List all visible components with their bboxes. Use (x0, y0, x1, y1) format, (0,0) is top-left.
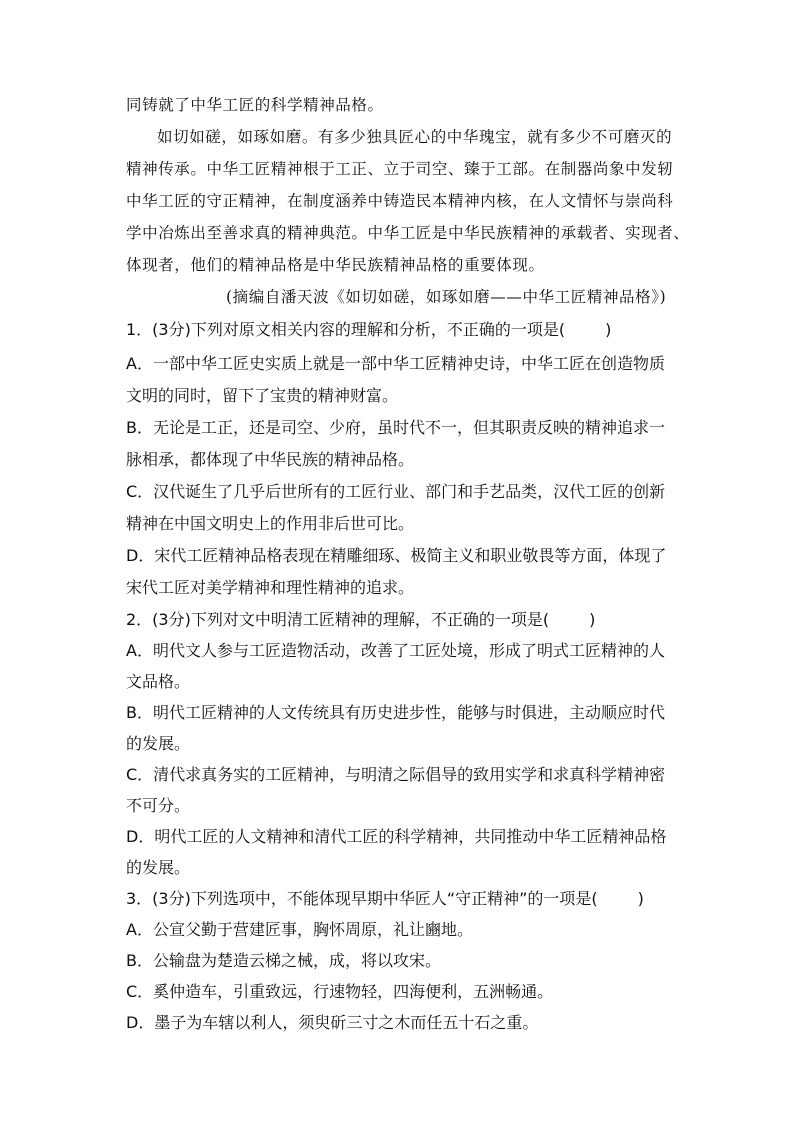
passage-paragraph-line: 学中冶炼出至善求真的精神典范。中华工匠是中华民族精神的承载者、实现者、 (126, 224, 690, 242)
option-line: 文明的同时，留下了宝贵的精神财富。 (126, 386, 399, 405)
passage-paragraph-line: 体现者，他们的精神品格是中华民族精神品格的重要体现。 (126, 256, 545, 274)
option-line: B．无论是工正，还是司空、少府，虽时代不一，但其职责反映的精神追求一 (126, 418, 665, 437)
option-line: A．一部中华工匠史实质上就是一部中华工匠精神史诗，中华工匠在创造物质 (126, 354, 665, 373)
passage-paragraph-line: 如切如磋，如琢如磨。有多少独具匠心的中华瑰宝，就有多少不可磨灭的 (157, 128, 673, 146)
option-line: 的发展。 (126, 858, 191, 877)
question-stem-close: ) (605, 320, 612, 339)
question-stem-text: 1．(3分)下列对原文相关内容的理解和分析，不正确的一项是( (126, 320, 566, 339)
option-line: C．奚仲造车，引重致远，行速物轻，四海便利，五洲畅通。 (126, 982, 554, 1001)
passage-attribution: (摘编自潘天波《如切如磋，如琢如磨——中华工匠精神品格》) (226, 288, 667, 306)
passage-paragraph-line: 精神传承。中华工匠精神根于工正、立于司空、臻于工部。在制器尚象中发轫 (126, 160, 674, 178)
option-line: B．明代工匠精神的人文传统具有历史进步性，能够与时俱进，主动顺应时代 (126, 703, 665, 722)
option-line: D．明代工匠的人文精神和清代工匠的科学精神，共同推动中华工匠精神品格 (126, 827, 667, 846)
passage-paragraph-line: 中华工匠的守正精神，在制度涵养中铸造民本精神内核，在人文情怀与崇尚科 (126, 192, 674, 210)
option-line: 不可分。 (126, 796, 191, 815)
option-line: A．明代文人参与工匠造物活动，改善了工匠处境，形成了明式工匠精神的人 (126, 641, 665, 660)
option-line: 的发展。 (126, 734, 191, 753)
option-line: B．公输盘为楚造云梯之械，成，将以攻宋。 (126, 951, 441, 970)
option-line: 脉相承，都体现了中华民族的精神品格。 (126, 450, 415, 469)
option-line: 精神在中国文明史上的作用非后世可比。 (126, 514, 415, 533)
option-line: C．汉代诞生了几乎后世所有的工匠行业、部门和手艺品类，汉代工匠的创新 (126, 482, 666, 501)
question-stem-close: ) (589, 610, 596, 629)
option-line: D．墨子为车辖以利人，须臾斫三寸之木而任五十石之重。 (126, 1013, 539, 1032)
option-line: 文品格。 (126, 672, 191, 691)
question-1-stem (126, 322, 611, 338)
question-stem-close: ) (637, 889, 644, 908)
question-3-stem (126, 891, 644, 907)
option-line: D．宋代工匠精神品格表现在精雕细琢、极简主义和职业敬畏等方面，体现了 (126, 546, 667, 565)
option-line: A．公宣父勤于营建匠事，胸怀周原，礼让豳地。 (126, 920, 473, 939)
question-stem-text: 2．(3分)下列对文中明清工匠精神的理解，不正确的一项是( (126, 610, 550, 629)
option-line: C．清代求真务实的工匠精神，与明清之际倡导的致用实学和求真科学精神密 (126, 765, 666, 784)
passage-line: 同铸就了中华工匠的科学精神品格。 (126, 96, 384, 114)
option-line: 宋代工匠对美学精神和理性精神的追求。 (126, 578, 415, 597)
question-2-stem (126, 612, 595, 628)
question-stem-text: 3．(3分)下列选项中，不能体现早期中华匠人“守正精神”的一项是( (126, 889, 598, 908)
